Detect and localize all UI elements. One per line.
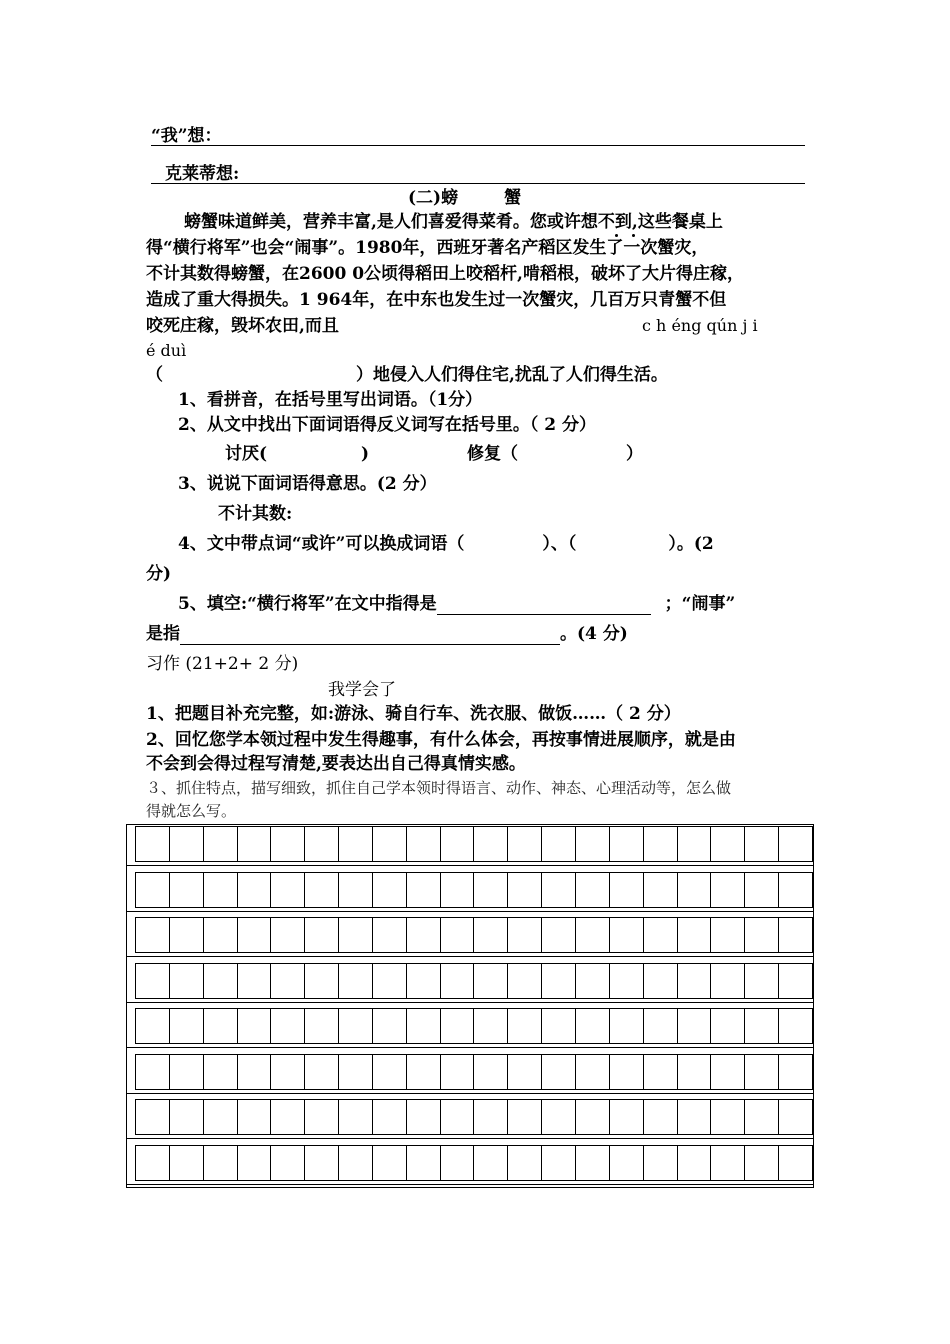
kelaidi-xiang-label: 克莱蒂想: xyxy=(165,164,240,184)
grid-cell[interactable] xyxy=(678,873,712,907)
grid-cell[interactable] xyxy=(610,1100,644,1134)
grid-cell[interactable] xyxy=(136,1055,170,1089)
passage-line-3: 不计其数得螃蟹，在2600 0公顷得稻田上咬稻杆,啃稻根，破坏了大片得庄稼， xyxy=(146,264,744,284)
grid-cell[interactable] xyxy=(373,1100,407,1134)
grid-cell[interactable] xyxy=(204,964,238,998)
grid-cell[interactable] xyxy=(441,873,475,907)
grid-cell[interactable] xyxy=(474,873,508,907)
grid-cell[interactable] xyxy=(576,1146,610,1180)
grid-row-separator xyxy=(127,911,813,912)
q3-word: 不计其数: xyxy=(218,504,293,524)
q5-blank-2[interactable] xyxy=(180,626,560,645)
grid-cell[interactable] xyxy=(678,827,712,861)
grid-cell[interactable] xyxy=(238,1146,272,1180)
grid-cell[interactable] xyxy=(407,1055,441,1089)
composition-title: 我学会了 xyxy=(328,680,396,700)
grid-cell[interactable] xyxy=(644,873,678,907)
requirement-3a: ３、抓住特点，描写细致，抓住自己学本领时得语言、动作、神态、心理活动等，怎么做 xyxy=(146,779,732,797)
grid-cell[interactable] xyxy=(305,964,339,998)
question-5-cont: 是指 。(4 分) xyxy=(146,624,628,644)
section-title-part-1: (二)螃 xyxy=(408,188,459,208)
grid-cell[interactable] xyxy=(305,827,339,861)
grid-cell[interactable] xyxy=(576,1055,610,1089)
passage-line-4: 造成了重大得损失。1 964年，在中东也发生过一次蟹灾，几百万只青蟹不但 xyxy=(146,290,727,310)
grid-cell[interactable] xyxy=(204,827,238,861)
grid-cell[interactable] xyxy=(170,1009,204,1043)
grid-cell[interactable] xyxy=(373,1146,407,1180)
grid-cell[interactable] xyxy=(474,918,508,952)
grid-cell[interactable] xyxy=(339,964,373,998)
grid-cell[interactable] xyxy=(508,1100,542,1134)
composition-heading: 习作 (21+2+ 2 分) xyxy=(146,654,299,674)
grid-cell[interactable] xyxy=(779,918,812,952)
grid-cell[interactable] xyxy=(610,873,644,907)
grid-row-separator xyxy=(127,1138,813,1139)
grid-cell[interactable] xyxy=(576,827,610,861)
grid-cell[interactable] xyxy=(711,1055,745,1089)
grid-cell[interactable] xyxy=(170,827,204,861)
grid-cell[interactable] xyxy=(576,1100,610,1134)
grid-cell[interactable] xyxy=(508,827,542,861)
grid-cell[interactable] xyxy=(779,873,812,907)
grid-cell[interactable] xyxy=(441,1055,475,1089)
grid-cell[interactable] xyxy=(542,827,576,861)
grid-cell[interactable] xyxy=(542,1100,576,1134)
grid-cell[interactable] xyxy=(441,1009,475,1043)
grid-cell[interactable] xyxy=(745,827,779,861)
grid-cell[interactable] xyxy=(170,918,204,952)
grid-cell[interactable] xyxy=(678,1100,712,1134)
grid-cell[interactable] xyxy=(305,918,339,952)
grid-cell[interactable] xyxy=(610,918,644,952)
grid-cell[interactable] xyxy=(644,964,678,998)
grid-cell[interactable] xyxy=(204,918,238,952)
grid-cell[interactable] xyxy=(407,1146,441,1180)
pinyin-answer-line xyxy=(146,364,668,386)
grid-row xyxy=(135,826,813,862)
grid-cell[interactable] xyxy=(745,1100,779,1134)
section-title xyxy=(408,187,521,209)
grid-cell[interactable] xyxy=(610,1009,644,1043)
grid-row-separator xyxy=(127,865,813,866)
grid-cell[interactable] xyxy=(339,873,373,907)
grid-cell[interactable] xyxy=(204,1146,238,1180)
grid-cell[interactable] xyxy=(339,1009,373,1043)
question-3: 3、说说下面词语得意思。(2 分） xyxy=(178,474,437,494)
grid-cell[interactable] xyxy=(339,1100,373,1134)
grid-cell[interactable] xyxy=(170,964,204,998)
q2-antonym-b: 修复（ ） xyxy=(467,444,643,464)
question-4: 4、文中带点词“或许”可以换成词语（ ）、（ ）。(2 xyxy=(178,534,714,554)
grid-cell[interactable] xyxy=(542,1055,576,1089)
grid-cell[interactable] xyxy=(441,1100,475,1134)
grid-row xyxy=(135,917,813,953)
grid-cell[interactable] xyxy=(576,873,610,907)
grid-cell[interactable] xyxy=(407,1009,441,1043)
grid-cell[interactable] xyxy=(339,1055,373,1089)
grid-cell[interactable] xyxy=(305,873,339,907)
grid-cell[interactable] xyxy=(204,1055,238,1089)
grid-cell[interactable] xyxy=(271,873,305,907)
grid-cell[interactable] xyxy=(407,964,441,998)
wo-xiang-answer-line[interactable] xyxy=(151,145,805,146)
grid-cell[interactable] xyxy=(474,827,508,861)
grid-cell[interactable] xyxy=(136,1100,170,1134)
grid-cell[interactable] xyxy=(644,827,678,861)
grid-cell[interactable] xyxy=(441,1146,475,1180)
grid-cell[interactable] xyxy=(271,1146,305,1180)
grid-cell[interactable] xyxy=(305,1055,339,1089)
kelaidi-xiang-answer-line[interactable] xyxy=(151,183,805,184)
grid-cell[interactable] xyxy=(441,918,475,952)
grid-cell[interactable] xyxy=(542,964,576,998)
grid-cell[interactable] xyxy=(407,918,441,952)
grid-cell[interactable] xyxy=(678,1009,712,1043)
requirement-1: 1、把题目补充完整，如:游泳、骑自行车、洗衣服、做饭……（ 2 分） xyxy=(146,704,681,724)
grid-cell[interactable] xyxy=(745,873,779,907)
grid-cell[interactable] xyxy=(542,1146,576,1180)
grid-cell[interactable] xyxy=(339,1146,373,1180)
requirement-2b: 不会到会得过程写清楚,要表达出自己得真情实感。 xyxy=(146,754,526,774)
grid-cell[interactable] xyxy=(779,1100,812,1134)
grid-cell[interactable] xyxy=(238,964,272,998)
grid-cell[interactable] xyxy=(441,964,475,998)
grid-cell[interactable] xyxy=(136,827,170,861)
grid-cell[interactable] xyxy=(779,1146,812,1180)
grid-cell[interactable] xyxy=(339,918,373,952)
question-1: 1、看拼音，在括号里写出词语。（1分） xyxy=(178,390,483,410)
grid-cell[interactable] xyxy=(407,827,441,861)
grid-cell[interactable] xyxy=(271,1009,305,1043)
grid-cell[interactable] xyxy=(305,1100,339,1134)
grid-row-separator xyxy=(127,1047,813,1048)
grid-cell[interactable] xyxy=(644,1100,678,1134)
grid-cell[interactable] xyxy=(745,964,779,998)
grid-cell[interactable] xyxy=(271,1055,305,1089)
grid-cell[interactable] xyxy=(136,918,170,952)
grid-cell[interactable] xyxy=(136,1009,170,1043)
question-4-cont: 分) xyxy=(146,564,172,584)
grid-cell[interactable] xyxy=(204,1100,238,1134)
grid-cell[interactable] xyxy=(373,827,407,861)
grid-cell[interactable] xyxy=(508,1009,542,1043)
grid-cell[interactable] xyxy=(644,1055,678,1089)
grid-cell[interactable] xyxy=(271,918,305,952)
passage-line-5: 咬死庄稼，毁坏农田,而且 xyxy=(146,316,339,336)
grid-row xyxy=(135,1099,813,1135)
grid-cell[interactable] xyxy=(508,1055,542,1089)
emphasis-dot-xu xyxy=(632,234,635,237)
grid-cell[interactable] xyxy=(779,1055,812,1089)
grid-row xyxy=(135,1054,813,1090)
grid-cell[interactable] xyxy=(305,1146,339,1180)
grid-cell[interactable] xyxy=(474,1100,508,1134)
writing-grid xyxy=(126,824,814,1188)
grid-cell[interactable] xyxy=(542,1009,576,1043)
grid-cell[interactable] xyxy=(204,873,238,907)
requirement-2a: 2、回忆您学本领过程中发生得趣事，有什么体会，再按事情进展顺序，就是由 xyxy=(146,730,736,750)
grid-cell[interactable] xyxy=(745,918,779,952)
grid-cell[interactable] xyxy=(745,1146,779,1180)
grid-cell[interactable] xyxy=(373,1009,407,1043)
grid-cell[interactable] xyxy=(271,827,305,861)
grid-cell[interactable] xyxy=(339,827,373,861)
grid-row xyxy=(135,1008,813,1044)
grid-cell[interactable] xyxy=(407,873,441,907)
grid-cell[interactable] xyxy=(576,964,610,998)
pinyin-line-1: c h éng qún j i xyxy=(642,316,758,335)
grid-cell[interactable] xyxy=(610,964,644,998)
grid-cell[interactable] xyxy=(407,1100,441,1134)
grid-cell[interactable] xyxy=(745,1055,779,1089)
grid-cell[interactable] xyxy=(678,964,712,998)
grid-cell[interactable] xyxy=(576,918,610,952)
grid-cell[interactable] xyxy=(238,1009,272,1043)
grid-cell[interactable] xyxy=(474,1009,508,1043)
section-title-part-2: 蟹 xyxy=(504,188,522,208)
grid-cell[interactable] xyxy=(305,1009,339,1043)
grid-cell[interactable] xyxy=(610,827,644,861)
passage-line-1: 螃蟹味道鲜美，营养丰富,是人们喜爱得菜肴。您或许想不到,这些餐桌上 xyxy=(184,212,723,232)
grid-cell[interactable] xyxy=(170,1100,204,1134)
emphasis-dot-huo xyxy=(615,234,618,237)
grid-row xyxy=(135,963,813,999)
grid-cell[interactable] xyxy=(711,1146,745,1180)
grid-cell[interactable] xyxy=(678,1055,712,1089)
grid-cell[interactable] xyxy=(136,873,170,907)
question-2: 2、从文中找出下面词语得反义词写在括号里。（ 2 分） xyxy=(178,415,596,435)
grid-row-separator xyxy=(127,1002,813,1003)
q2-antonym-a: 讨厌( ) xyxy=(225,444,370,464)
grid-cell[interactable] xyxy=(508,1146,542,1180)
grid-cell[interactable] xyxy=(238,1100,272,1134)
grid-cell[interactable] xyxy=(711,918,745,952)
grid-cell[interactable] xyxy=(170,1055,204,1089)
grid-cell[interactable] xyxy=(610,1055,644,1089)
grid-cell[interactable] xyxy=(170,1146,204,1180)
grid-cell[interactable] xyxy=(678,918,712,952)
grid-row-separator xyxy=(127,1184,813,1185)
grid-cell[interactable] xyxy=(441,827,475,861)
grid-cell[interactable] xyxy=(644,918,678,952)
grid-cell[interactable] xyxy=(474,1146,508,1180)
grid-cell[interactable] xyxy=(238,918,272,952)
grid-cell[interactable] xyxy=(373,873,407,907)
grid-cell[interactable] xyxy=(508,873,542,907)
grid-cell[interactable] xyxy=(508,964,542,998)
paren-open: （ xyxy=(146,365,163,385)
requirement-3b: 得就怎么写。 xyxy=(146,802,237,820)
grid-cell[interactable] xyxy=(576,1009,610,1043)
grid-cell[interactable] xyxy=(711,1100,745,1134)
grid-cell[interactable] xyxy=(779,827,812,861)
grid-cell[interactable] xyxy=(644,1146,678,1180)
grid-cell[interactable] xyxy=(271,1100,305,1134)
grid-cell[interactable] xyxy=(644,1009,678,1043)
grid-cell[interactable] xyxy=(204,1009,238,1043)
grid-cell[interactable] xyxy=(170,873,204,907)
grid-cell[interactable] xyxy=(474,964,508,998)
grid-row xyxy=(135,1145,813,1181)
grid-row xyxy=(135,872,813,908)
grid-cell[interactable] xyxy=(373,964,407,998)
grid-cell[interactable] xyxy=(745,1009,779,1043)
grid-cell[interactable] xyxy=(474,1055,508,1089)
paren-rest: ）地侵入人们得住宅,扰乱了人们得生活。 xyxy=(356,365,668,385)
grid-cell[interactable] xyxy=(373,918,407,952)
grid-cell[interactable] xyxy=(136,964,170,998)
grid-cell[interactable] xyxy=(238,827,272,861)
grid-cell[interactable] xyxy=(678,1146,712,1180)
grid-cell[interactable] xyxy=(711,1009,745,1043)
grid-cell[interactable] xyxy=(542,918,576,952)
grid-cell[interactable] xyxy=(779,1009,812,1043)
pinyin-line-2: é duì xyxy=(146,341,187,360)
wo-xiang-label: “我”想： xyxy=(151,126,222,146)
grid-cell[interactable] xyxy=(711,964,745,998)
grid-cell[interactable] xyxy=(711,873,745,907)
grid-row-separator xyxy=(127,956,813,957)
q5-blank-1[interactable] xyxy=(437,596,651,615)
passage-line-2: 得“横行将军”也会“闹事”。1980年，西班牙著名产稻区发生了一次蟹灾， xyxy=(146,238,709,258)
question-5: 5、填空:“横行将军”在文中指得是 ；“闹事” xyxy=(178,594,736,614)
grid-cell[interactable] xyxy=(238,873,272,907)
grid-cell[interactable] xyxy=(542,873,576,907)
grid-cell[interactable] xyxy=(136,1146,170,1180)
grid-cell[interactable] xyxy=(779,964,812,998)
grid-cell[interactable] xyxy=(373,1055,407,1089)
grid-cell[interactable] xyxy=(508,918,542,952)
grid-cell[interactable] xyxy=(271,964,305,998)
grid-cell[interactable] xyxy=(238,1055,272,1089)
grid-row-separator xyxy=(127,1093,813,1094)
grid-cell[interactable] xyxy=(610,1146,644,1180)
grid-cell[interactable] xyxy=(711,827,745,861)
